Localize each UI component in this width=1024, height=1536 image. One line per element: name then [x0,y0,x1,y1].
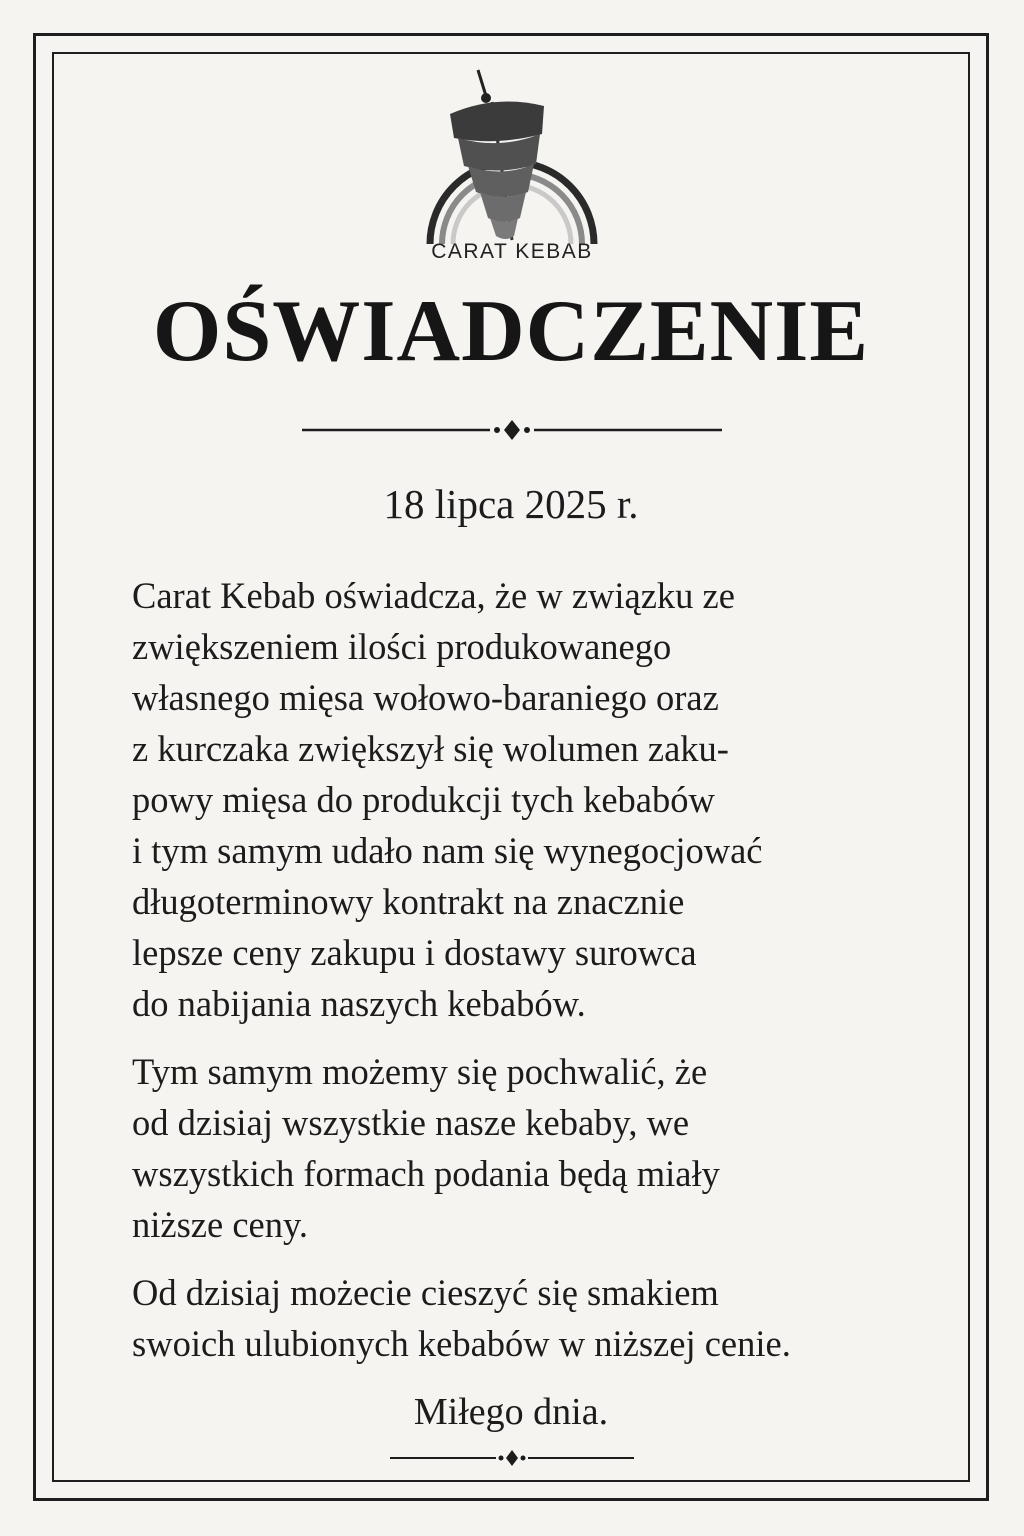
text-line: Carat Kebab oświadcza, że w związku ze [132,575,735,616]
text-line: wszystkich formach podania będą miały [132,1153,720,1194]
text-line: swoich ulubionych kebabów w niższej cenie. [132,1323,791,1364]
text-line: Tym samym możemy się pochwalić, że [132,1051,708,1092]
text-line: Od dzisiaj możecie cieszyć się smakiem [132,1272,719,1313]
text-line: z kurczaka zwiększył się wolumen zaku- [132,728,729,769]
divider-ornament [300,418,724,442]
paragraph-2 [132,1046,932,1250]
text-line: niższe ceny. [132,1204,308,1245]
paragraph-3 [132,1267,932,1369]
paragraph-1 [132,570,932,1029]
text-line: i tym samym udało nam się wynegocjować [132,830,763,871]
text-line: długoterminowy kontrakt na znacznie [132,881,685,922]
text-line: lepsze ceny zakupu i dostawy surowca [132,932,697,973]
text-line: od dzisiaj wszystkie nasze kebaby, we [132,1102,690,1143]
statement-body [132,570,932,1386]
text-line: własnego mięsa wołowo-baraniego oraz [132,677,719,718]
page-title: OŚWIADCZENIE [152,283,870,380]
statement-date: 18 lipca 2025 r. [383,481,639,527]
text-line: do nabijania naszych kebabów. [132,983,586,1024]
bottom-divider-ornament [388,1448,636,1468]
text-line: zwiększeniem ilości produkowanego [132,626,672,667]
text-line: powy mięsa do produkcji tych kebabów [132,779,715,820]
closing-line: Miłego dnia. [413,1391,609,1433]
brand-name: CARAT KEBAB [431,240,593,263]
